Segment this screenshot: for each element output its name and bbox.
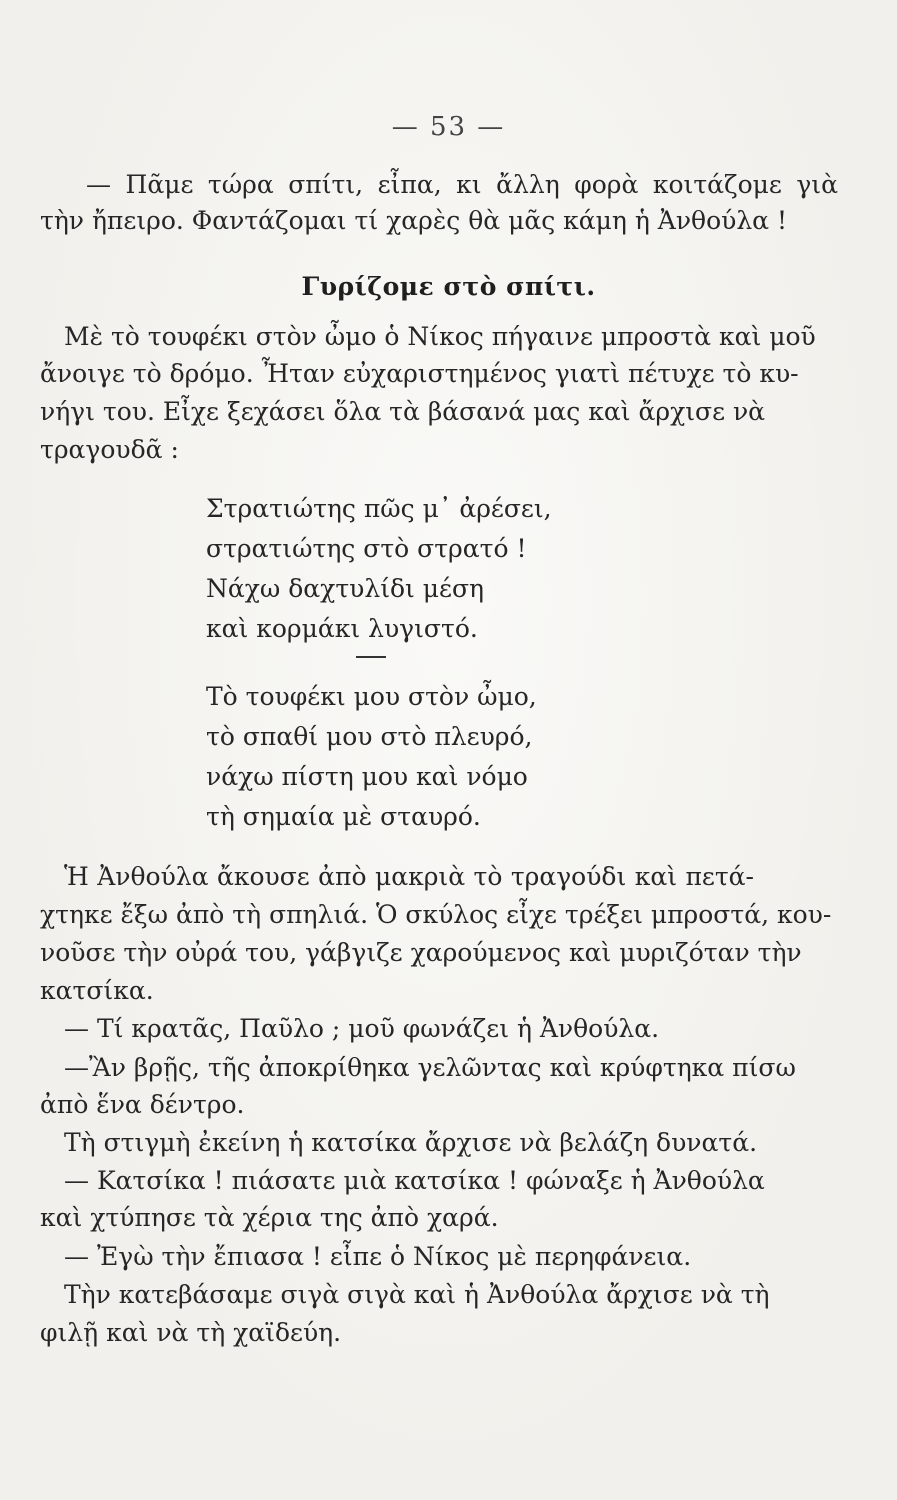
text-line: νήγι του. Εἶχε ξεχάσει ὅλα τὰ βάσανά μας καὶ ἄρχισε νὰ bbox=[40, 397, 766, 426]
verse-line: καὶ κορμάκι λυγιστό. bbox=[206, 614, 478, 643]
verse-line: στρατιώτης στὸ στρατό ! bbox=[206, 534, 527, 563]
verse-line: Τὸ τουφέκι μου στὸν ὦμο, bbox=[206, 682, 537, 711]
text-line: Ἡ Ἀνθούλα ἄκουσε ἀπὸ μακριὰ τὸ τραγούδι καὶ πετά- bbox=[64, 862, 754, 891]
text-line: Μὲ τὸ τουφέκι στὸν ὦμο ὁ Νίκος πήγαινε μπροστὰ καὶ μοῦ bbox=[64, 322, 816, 351]
stanza-separator bbox=[356, 656, 386, 658]
text-line: χτηκε ἔξω ἀπὸ τὴ σπηλιά. Ὁ σκύλος εἶχε τρέξει μπροστά, κου- bbox=[40, 900, 832, 929]
text-line: ἄνοιγε τὸ δρόμο. Ἦταν εὐχαριστημένος γιατὶ πέτυχε τὸ κυ- bbox=[40, 359, 799, 388]
text-line: νοῦσε τὴν οὐρά του, γάβγιζε χαρούμενος καὶ μυριζόταν τὴν bbox=[40, 938, 802, 967]
text-line: ἀπὸ ἕνα δέντρο. bbox=[40, 1090, 245, 1119]
text-line: — Ἐγὼ τὴν ἔπιασα ! εἶπε ὁ Νίκος μὲ περηφάνεια. bbox=[64, 1242, 692, 1271]
text-line: τὴν ἤπειρο. Φαντάζομαι τί χαρὲς θὰ μᾶς κάμη ἡ Ἀνθούλα ! bbox=[40, 206, 788, 235]
text-line: τραγουδᾶ : bbox=[40, 435, 179, 464]
text-line: — Κατσίκα ! πιάσατε μιὰ κατσίκα ! φώναξε ἡ Ἀνθούλα bbox=[64, 1166, 765, 1195]
text-line: φιλῇ καὶ νὰ τὴ χαϊδεύη. bbox=[40, 1318, 342, 1347]
text-line: —Ἂν βρῇς, τῆς ἀποκρίθηκα γελῶντας καὶ κρύφτηκα πίσω bbox=[64, 1053, 796, 1082]
text-line: κατσίκα. bbox=[40, 976, 154, 1005]
page-number: — 53 — bbox=[391, 112, 506, 142]
verse-line: νάχω πίστη μου καὶ νόμο bbox=[206, 762, 528, 791]
text-line: Τὴ στιγμὴ ἐκείνη ἡ κατσίκα ἄρχισε νὰ βελάζη δυνατά. bbox=[64, 1128, 758, 1157]
text-line: Τὴν κατεβάσαμε σιγὰ σιγὰ καὶ ἡ Ἀνθούλα ἄρχισε νὰ τὴ bbox=[64, 1280, 770, 1309]
text-line: — Πᾶμε τώρα σπίτι, εἶπα, κι ἄλλη φορὰ κοιτάζομε γιὰ bbox=[86, 170, 838, 199]
section-heading: Γυρίζομε στὸ σπίτι. bbox=[301, 272, 596, 301]
verse-line: Νάχω δαχτυλίδι μέση bbox=[206, 574, 485, 603]
verse-line: Στρατιώτης πῶς μ᾽ ἀρέσει, bbox=[206, 494, 552, 523]
text-line: — Τί κρατᾶς, Παῦλο ; μοῦ φωνάζει ἡ Ἀνθούλα. bbox=[64, 1014, 660, 1043]
verse-line: τὴ σημαία μὲ σταυρό. bbox=[206, 802, 481, 831]
verse-line: τὸ σπαθί μου στὸ πλευρό, bbox=[206, 722, 533, 751]
text-line: καὶ χτύπησε τὰ χέρια της ἀπὸ χαρά. bbox=[40, 1203, 499, 1232]
